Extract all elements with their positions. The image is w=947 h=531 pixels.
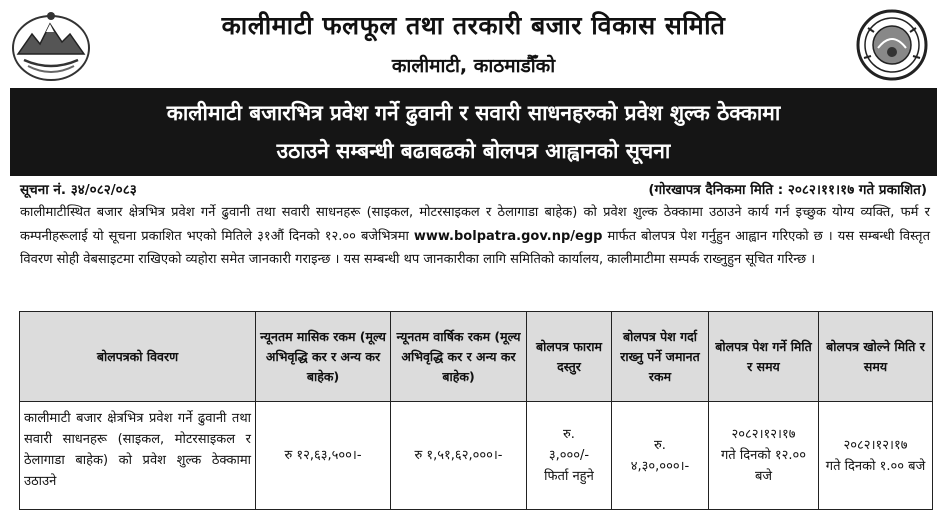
form-fee-note: फिर्ता नहुने <box>544 469 594 484</box>
banner-line-1: कालीमाटी बजारभित्र प्रवेश गर्ने ढुवानी र सवारी साधनहरुको प्रवेश शुल्क ठेक्कामा <box>166 101 781 125</box>
cell-monthly-amount: रु १२,६३,५००।- <box>256 402 391 510</box>
header-annual-amount: न्यूनतम वार्षिक रकम (मूल्य अभिवृद्धि कर र अन्य कर बाहेक) <box>391 312 527 402</box>
header-monthly-amount: न्यूनतम मासिक रकम (मूल्य अभिवृद्धि कर र अन्य कर बाहेक) <box>256 312 391 402</box>
deposit-amount: ४,३०,०००।- <box>630 458 690 474</box>
header-description: बोलपत्रको विवरण <box>20 312 256 402</box>
nepal-emblem-icon <box>10 8 92 82</box>
org-title: कालीमाटी फलफूल तथा तरकारी बजार विकास समिति <box>221 11 726 40</box>
cell-description: कालीमाटी बजार क्षेत्रभित्र प्रवेश गर्ने ढुवानी तथा सवारी साधनहरू (साइकल, मोटरसाइकल र ठेलागाडा बाहेक) को प्रवेश शुल्क ठेक्कामा उठाउने <box>20 402 256 510</box>
header-opening-date: बोलपत्र खोल्ने मिति र समय <box>819 312 933 402</box>
form-fee-amount: ३,०००/- <box>548 448 590 463</box>
cell-form-fee <box>527 402 612 510</box>
opening-date: २०८२।१२।१७ <box>843 437 908 453</box>
notice-number: सूचना नं. ३४/०८२/०८३ <box>20 182 137 198</box>
deposit-prefix: रु. <box>654 437 666 453</box>
org-location: कालीमाटी, काठमाडौँको <box>391 55 556 77</box>
banner-line-2: उठाउने सम्बन्धी बढाबढको बोलपत्र आह्वानको सूचना <box>276 139 671 163</box>
cell-opening-date <box>819 402 933 510</box>
notice-body <box>20 201 930 272</box>
body-text-part-2: मार्फत बोलपत्र पेश गर्नुहुन आह्वान गरिएको छ । यस सम्बन्धी विस्तृत विवरण सोही वेबसाइटमा राखिएको व्यहोरा समेत जानकारी गराइन्छ । यस सम्बन्धी थप जानकारीका लागि समितिको कार्यालय, कालीमाटीमा सम्पर्क राख्नुहुन सूचित गरिन्छ । <box>20 228 930 267</box>
header-form-fee: बोलपत्र फाराम दस्तुर <box>527 312 612 402</box>
header-submission-date: बोलपत्र पेश गर्ने मिति र समय <box>709 312 819 402</box>
opening-time: गते दिनको १.०० बजे <box>825 458 926 474</box>
form-fee-prefix: रु. <box>563 427 575 442</box>
body-text-part-1: कालीमाटीस्थित बजार क्षेत्रभित्र प्रवेश गर्ने ढुवानी तथा सवारी साधनहरू (साइकल, मोटरसाइकल र ठेलागाडा बाहेक) को प्रवेश शुल्क ठेक्कामा उठाउने कार्य गर्न इच्छुक योग्य व्यक्ति, फर्म र कम्पनीहरूलाई यो सूचना प्रकाशित भएको मितिले ३१औं दिनको १२.०० बजेभित्रमा <box>20 205 930 244</box>
publication-date: (गोरखापत्र दैनिकमा मिति : २०८२।११।१७ गते प्रकाशित) <box>648 182 927 198</box>
table-row <box>20 402 933 510</box>
cell-deposit <box>612 402 709 510</box>
notice-banner <box>10 88 937 176</box>
cell-annual-amount: रु १,५१,६२,०००।- <box>391 402 527 510</box>
submission-time: गते दिनको १२.०० बजे <box>720 448 806 484</box>
submission-date: २०८२।१२।१७ <box>731 427 796 442</box>
committee-seal-icon <box>852 8 932 82</box>
header <box>0 0 947 88</box>
header-deposit: बोलपत्र पेश गर्दा राख्नु पर्ने जमानत रकम <box>612 312 709 402</box>
tender-table <box>19 311 933 510</box>
bolpatra-link[interactable]: www.bolpatra.gov.np/egp <box>413 228 603 244</box>
cell-submission-date <box>709 402 819 510</box>
table-header-row <box>20 312 933 402</box>
